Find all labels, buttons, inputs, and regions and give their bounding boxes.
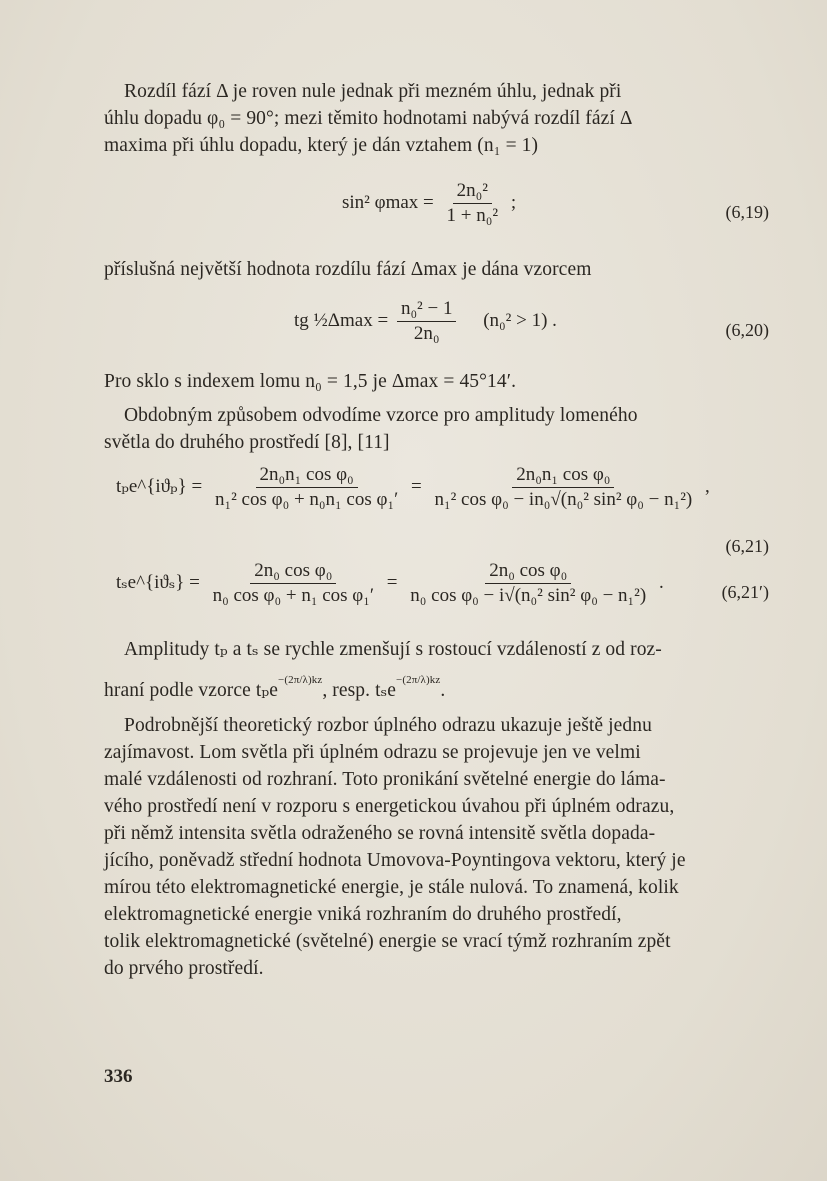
eq621p-numerator-1: 2n₀ cos φ₀ xyxy=(250,560,336,584)
eq621p-fraction-1 xyxy=(209,560,378,607)
eq621p-denominator-2: n₀ cos φ₀ − i√(n₀² sin² φ₀ − n₁²) xyxy=(410,585,647,606)
eq619-numerator: 2n₀² xyxy=(453,180,492,204)
eq621p-lhs: tₛe^{iϑₛ} = xyxy=(116,571,200,593)
amp-formula-b: , resp. tₛe xyxy=(322,680,397,701)
eq621p-denominator-1: n₀ cos φ₀ + n₁ cos φ₁′ xyxy=(212,585,375,606)
glass-sentence: Pro sklo s indexem lomu n₀ = 1,5 je Δmax = 45°14′. xyxy=(104,371,517,392)
similar-line-1: Obdobným způsobem odvodíme vzorce pro amplitudy lomeného xyxy=(124,405,638,426)
intro-line-3: maxima při úhlu dopadu, který je dán vztahem (n₁ = 1) xyxy=(104,135,539,156)
eq621-numerator-1: 2n₀n₁ cos φ₀ xyxy=(256,464,358,488)
theory-line-3: malé vzdálenosti od rozhraní. Toto pronikání světelné energie do láma- xyxy=(104,769,666,790)
intro-paragraph xyxy=(104,78,772,159)
page-number: 336 xyxy=(104,1066,133,1087)
theory-line-1: Podrobnější theoretický rozbor úplného odrazu ukazuje ještě jednu xyxy=(124,715,652,736)
eq619-lhs: sin² φmax = xyxy=(342,191,434,213)
equation-6-21-prime xyxy=(116,560,664,607)
eq620-denominator: 2n₀ xyxy=(413,323,440,344)
intro-line-1: Rozdíl fází Δ je roven nule jednak při mezném úhlu, jednak při xyxy=(124,81,622,102)
theory-line-7: mírou této elektromagnetické energie, je stále nulová. To znamená, kolik xyxy=(104,877,679,898)
similar-line-2: světla do druhého prostředí [8], [11] xyxy=(104,432,390,453)
theory-line-10: do prvého prostředí. xyxy=(104,958,264,979)
theory-line-9: tolik elektromagnetické (světelné) energie se vrací týmž rozhraním zpět xyxy=(104,931,671,952)
eq620-condition: (n₀² > 1) . xyxy=(483,309,557,331)
theory-line-6: jícího, poněvadž střední hodnota Umovova-Poyntingova vektoru, který je xyxy=(104,850,686,871)
eq619-denominator: 1 + n₀² xyxy=(446,205,499,226)
eq621-lhs: tₚe^{iϑₚ} = xyxy=(116,475,203,497)
eq621-equals: = xyxy=(411,475,422,497)
eq620-fraction xyxy=(397,298,457,345)
amplitude-line-1: Amplitudy tₚ a tₛ se rychle zmenšují s rostoucí vzdáleností z od roz- xyxy=(124,639,662,660)
theory-paragraph xyxy=(104,712,772,982)
eq621p-number: (6,21′) xyxy=(721,582,769,602)
eq621-fraction-2 xyxy=(430,464,696,511)
eq621-fraction-1 xyxy=(211,464,402,511)
eq620-numerator: n₀² − 1 xyxy=(397,298,457,322)
max-phase-sentence: příslušná největší hodnota rozdílu fází Δmax je dána vzorcem xyxy=(104,259,592,280)
theory-line-2: zajímavost. Lom světla při úplném odrazu se projevuje jen ve velmi xyxy=(104,742,641,763)
amp-exponent-2: −(2π/λ)kz xyxy=(396,673,441,686)
eq621-numerator-2: 2n₀n₁ cos φ₀ xyxy=(512,464,614,488)
amplitude-line-2 xyxy=(104,673,772,704)
eq619-fraction xyxy=(443,180,503,227)
amplitude-paragraph xyxy=(104,636,772,704)
eq621p-equals: = xyxy=(386,571,398,593)
eq619-number: (6,19) xyxy=(725,202,769,222)
eq621-number: (6,21) xyxy=(725,536,769,556)
eq621-denominator-2: n₁² cos φ₀ − in₀√(n₀² sin² φ₀ − n₁²) xyxy=(434,489,693,510)
intro-line-2: úhlu dopadu φ₀ = 90°; mezi těmito hodnotami nabývá rozdíl fází Δ xyxy=(104,108,633,129)
theory-line-4: vého prostředí není v rozporu s energetickou úvahou při úplném odrazu, xyxy=(104,796,675,817)
eq621p-tail: . xyxy=(658,571,664,593)
eq619-tail: ; xyxy=(510,191,517,213)
eq621p-fraction-2 xyxy=(406,560,650,607)
eq620-lhs: tg ½Δmax = xyxy=(294,309,389,331)
amp-formula-c: . xyxy=(440,680,446,701)
eq620-number: (6,20) xyxy=(725,320,769,340)
amp-formula-a: hraní podle vzorce tₚe xyxy=(104,680,279,701)
similar-paragraph xyxy=(104,402,772,456)
eq621-denominator-1: n₁² cos φ₀ + n₀n₁ cos φ₁′ xyxy=(214,489,399,510)
theory-line-8: elektromagnetické energie vniká rozhraním do druhého prostředí, xyxy=(104,904,622,925)
amp-exponent-1: −(2π/λ)kz xyxy=(278,673,323,686)
eq621-tail: , xyxy=(704,475,710,497)
eq621p-numerator-2: 2n₀ cos φ₀ xyxy=(485,560,571,584)
equation-6-21 xyxy=(116,464,710,511)
equation-6-20 xyxy=(294,298,557,345)
equation-6-19 xyxy=(342,180,516,227)
theory-line-5: při němž intensita světla odraženého se rovná intensitě světla dopada- xyxy=(104,823,656,844)
